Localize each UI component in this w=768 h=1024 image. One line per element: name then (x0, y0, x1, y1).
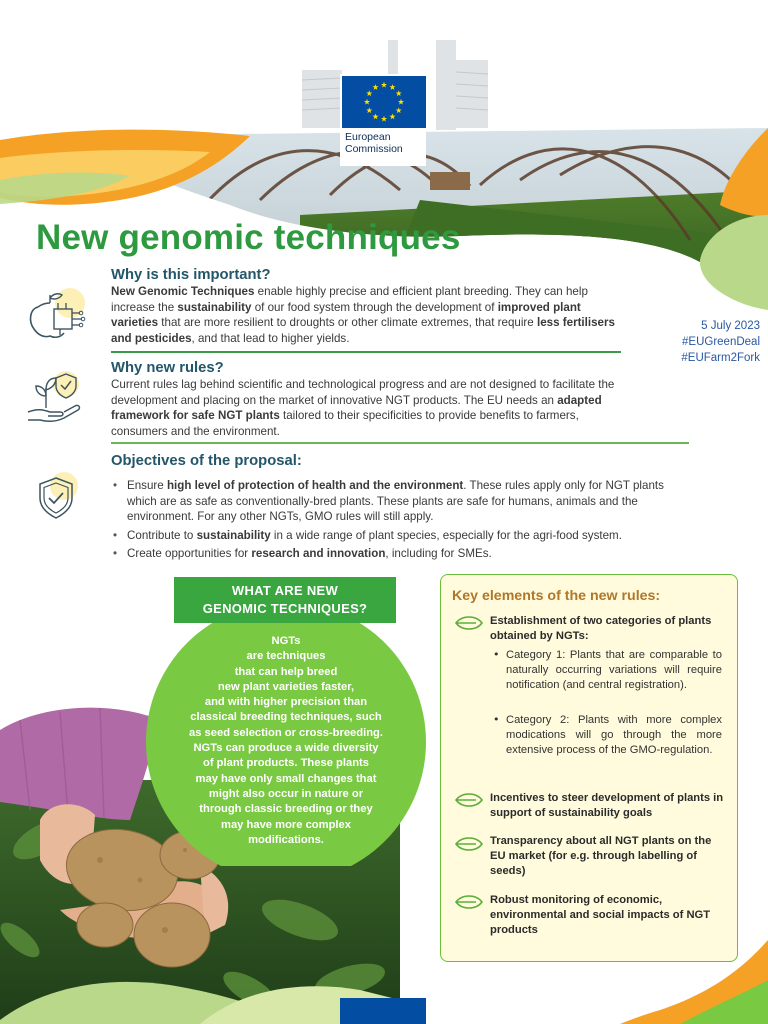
circle-text-line: may have more complex (221, 818, 351, 831)
publication-date: 5 July 2023 (701, 320, 760, 332)
objectives-heading: Objectives of the proposal: (111, 453, 302, 469)
eu-logo-text (345, 131, 425, 155)
apple-circuit-icon (26, 285, 88, 343)
eu-flag-icon (342, 76, 426, 128)
divider-1 (111, 351, 621, 353)
key-sub-item-2: Category 2: Plants with more complex modications will go through the more extensive process of the GMO-regulation. (506, 714, 722, 756)
key-item-2: Incentives to steer development of plants in support of sustainability goals (490, 792, 724, 819)
eu-star (366, 90, 372, 96)
objective-item-3: • Create opportunities for research and innovation, including for SMEs. (111, 546, 691, 562)
date-block (640, 318, 760, 366)
eu-star (396, 107, 402, 113)
page-title: New genomic techniques (36, 218, 461, 257)
key-elements-title: Key elements of the new rules: (452, 588, 661, 604)
circle-text-line: may have only small changes that (195, 772, 377, 785)
circle-text-line: new plant varieties faster, (217, 680, 355, 693)
key-item-1: Establishment of two categories of plants obtained by NGTs: (490, 615, 712, 642)
circle-text-line: might also occur in nature or (208, 787, 364, 800)
sub-bullet-1: • (493, 648, 500, 661)
eu-star (381, 82, 387, 88)
circle-text-line: NGTs can produce a wide diversity (193, 742, 379, 755)
circle-text-line: that can help breed (234, 665, 338, 678)
objective-item-1: • Ensure high level of protection of health and the environment. These rules apply only for NGT plants which are as safe as conventionally-bred plants. These plants are safe for humans, animals and the environment. For any other NGTs, GMO rules will still apply. (111, 478, 691, 525)
why-new-rules-text: Current rules lag behind scientific and technological progress and are not designed to facilitate the development and placing on the market of innovative NGT products. The EU needs an adapted framework for safe NGT plants tailored to their specificities to provide benefits to farmers, consumers and the environment. (111, 378, 615, 438)
eu-star (372, 84, 378, 90)
what-are-ngt-banner (174, 577, 396, 623)
leaf-icon (454, 614, 484, 632)
hand-plant-shield-icon (24, 368, 84, 424)
eu-star (372, 114, 378, 120)
leaf-icon (454, 835, 484, 853)
circle-text-line: NGTs (271, 635, 301, 647)
eu-star (389, 84, 395, 90)
circle-text-line: and with higher precision than (204, 696, 368, 709)
circle-text-line: as seed selection or cross-breeding. (189, 726, 383, 739)
divider-2 (111, 442, 689, 444)
leaf-icon (454, 791, 484, 809)
eu-star (396, 90, 402, 96)
eu-star (389, 114, 395, 120)
circle-text-line: of plant products. These plants (203, 757, 369, 770)
eu-star (381, 116, 387, 122)
leaf-icon (454, 893, 484, 911)
org-line-1: European (345, 131, 391, 143)
banner-line-2: GENOMIC TECHNIQUES? (202, 601, 368, 616)
shield-check-icon (30, 470, 86, 526)
circle-text-line: are techniques (246, 650, 326, 663)
circle-text-line: modifications. (248, 833, 324, 846)
why-important-text: New Genomic Techniques enable highly precise and efficient plant breeding. They can help increase the sustainability of our food system through the development of improved plant varieties that are more resilient to droughts or other climate extremes, that require less fertilisers and pesticides, and that lead to higher yields. (111, 285, 615, 345)
banner-line-1: WHAT ARE NEW (231, 583, 339, 598)
circle-text-line: through classic breeding or they (199, 803, 373, 816)
key-sub-item-1: Category 1: Plants that are comparable to naturally occurring variations will require notification (and central registration). (506, 649, 722, 691)
key-item-3: Transparency about all NGT plants on the EU market (for e.g. through labelling of seeds) (490, 835, 712, 877)
ngt-definition-text (160, 634, 412, 848)
why-new-rules-heading: Why new rules? (111, 360, 224, 376)
org-line-2: Commission (345, 143, 403, 155)
eu-blue-bar (340, 998, 426, 1024)
objective-item-2: • Contribute to sustainability in a wide range of plant species, especially for the agri-food system. (111, 528, 691, 544)
eu-star (398, 99, 404, 105)
key-item-4: Robust monitoring of economic, environmental and social impacts of NGT products (490, 894, 711, 936)
sub-bullet-2: • (493, 713, 500, 726)
hashtag-eugreendeal[interactable]: #EUGreenDeal (682, 336, 760, 348)
eu-star (364, 99, 370, 105)
why-important-heading: Why is this important? (111, 267, 271, 283)
hashtag-eufarm2fork[interactable]: #EUFarm2Fork (681, 352, 760, 364)
objectives-list (111, 478, 691, 565)
eu-star (366, 107, 372, 113)
circle-text-line: classical breeding techniques, such (190, 711, 382, 724)
